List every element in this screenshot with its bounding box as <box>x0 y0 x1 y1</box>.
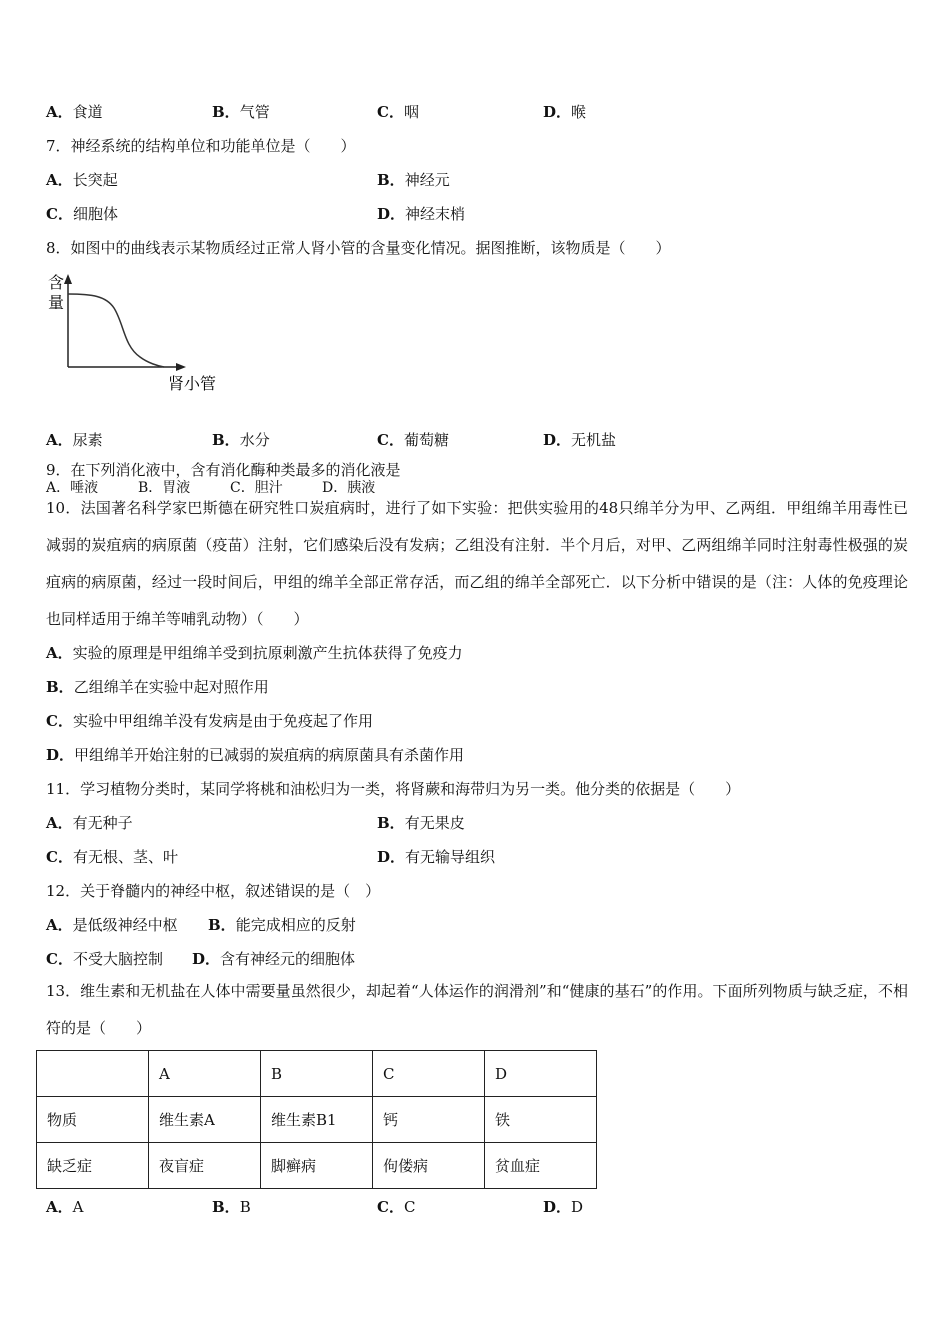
table-row <box>37 1143 597 1189</box>
q9-option-a: A．唾液 <box>46 480 99 496</box>
q12-option-d: D．含有神经元的细胞体 <box>192 950 356 968</box>
q6-option-b: B．气管 <box>212 103 270 121</box>
q9-stem: 9．在下列消化液中，含有消化酶种类最多的消化液是 <box>46 461 401 479</box>
q8-xlabel: 肾小管 <box>168 374 217 393</box>
q8-option-d: D．无机盐 <box>543 431 617 449</box>
q12-option-a: A．是低级神经中枢 <box>46 916 178 934</box>
table-cell: 维生素A <box>149 1097 261 1143</box>
table-cell: A <box>149 1051 261 1097</box>
q13-stem: 13．维生素和无机盐在人体中需要量虽然很少，却起着“人体运作的润滑剂”和“健康的基石”的作用。下面所列物质与缺乏症，不相符的是（ ） <box>46 982 908 1037</box>
q8-figure <box>44 268 234 398</box>
q8-option-c: C．葡萄糖 <box>377 431 449 449</box>
q11-stem: 11．学习植物分类时，某同学将桃和油松归为一类，将肾蕨和海带归为另一类。他分类的依据是（ ） <box>46 780 741 798</box>
table-cell: 物质 <box>37 1097 149 1143</box>
q8-ylabel-1: 含 <box>48 273 65 292</box>
table-cell: 钙 <box>373 1097 485 1143</box>
q10-option-a: A．实验的原理是甲组绵羊受到抗原刺激产生抗体获得了免疫力 <box>46 644 463 662</box>
q13-table <box>36 1050 597 1189</box>
q7-option-d: D．神经末梢 <box>377 205 466 223</box>
q8-ylabel-2: 量 <box>48 293 65 312</box>
q11-option-b: B．有无果皮 <box>377 814 465 832</box>
q9-option-c: C．胆汁 <box>230 480 283 496</box>
table-cell <box>37 1051 149 1097</box>
q12-option-c: C．不受大脑控制 <box>46 950 163 968</box>
table-cell: D <box>485 1051 597 1097</box>
q13-option-d: D．D <box>543 1198 584 1216</box>
table-cell: 缺乏症 <box>37 1143 149 1189</box>
q13-option-a: A．A <box>46 1198 84 1216</box>
q8-y-arrow <box>64 274 72 284</box>
q12-stem: 12．关于脊髓内的神经中枢，叙述错误的是（ ） <box>46 882 381 900</box>
q7-stem: 7．神经系统的结构单位和功能单位是（ ） <box>46 137 356 155</box>
q7-option-b: B．神经元 <box>377 171 450 189</box>
q10-option-d: D．甲组绵羊开始注射的已减弱的炭疽病的病原菌具有杀菌作用 <box>46 746 465 764</box>
q11-option-c: C．有无根、茎、叶 <box>46 848 178 866</box>
table-cell: 贫血症 <box>485 1143 597 1189</box>
q9-option-d: D．胰液 <box>322 480 376 496</box>
q10-stem: 10．法国著名科学家巴斯德在研究牲口炭疽病时，进行了如下实验：把供实验用的48只绵羊分为甲、乙两组．甲组绵羊用毒性已减弱的炭疽病的病原菌（疫苗）注射，它们感染后没有发病；乙组没有注射．半个月后，对甲、乙两组绵羊同时注射毒性极强的炭疽病的病原菌，经过一段时间后，甲组的绵羊全部正常存活，而乙组的绵羊全部死亡．以下分析中错误的是（注：人体的免疫理论也同样适用于绵羊等哺乳动物）（ ） <box>46 499 908 628</box>
q11-option-d: D．有无输导组织 <box>377 848 496 866</box>
q8-option-b: B．水分 <box>212 431 270 449</box>
table-cell: C <box>373 1051 485 1097</box>
q8-stem: 8．如图中的曲线表示某物质经过正常人肾小管的含量变化情况。据图推断，该物质是（ ） <box>46 239 671 257</box>
q12-option-b: B．能完成相应的反射 <box>208 916 356 934</box>
q13-option-c: C．C <box>377 1198 416 1216</box>
table-cell: 铁 <box>485 1097 597 1143</box>
table-cell: 脚癣病 <box>261 1143 373 1189</box>
q9-option-b: B．胃液 <box>138 480 191 496</box>
q8-x-arrow <box>176 363 186 371</box>
q10-option-b: B．乙组绵羊在实验中起对照作用 <box>46 678 269 696</box>
q6-option-c: C．咽 <box>377 103 419 121</box>
q8-option-a: A．尿素 <box>46 431 103 449</box>
table-cell: 佝偻病 <box>373 1143 485 1189</box>
q6-option-a: A．食道 <box>46 103 103 121</box>
q10-option-c: C．实验中甲组绵羊没有发病是由于免疫起了作用 <box>46 712 373 730</box>
table-cell: B <box>261 1051 373 1097</box>
table-cell: 维生素B1 <box>261 1097 373 1143</box>
q6-option-d: D．喉 <box>543 103 587 121</box>
q7-option-c: C．细胞体 <box>46 205 118 223</box>
table-row <box>37 1097 597 1143</box>
q11-option-a: A．有无种子 <box>46 814 133 832</box>
table-cell: 夜盲症 <box>149 1143 261 1189</box>
table-row <box>37 1051 597 1097</box>
q13-option-b: B．B <box>212 1198 251 1216</box>
q7-option-a: A．长突起 <box>46 171 118 189</box>
q8-curve <box>68 294 164 367</box>
